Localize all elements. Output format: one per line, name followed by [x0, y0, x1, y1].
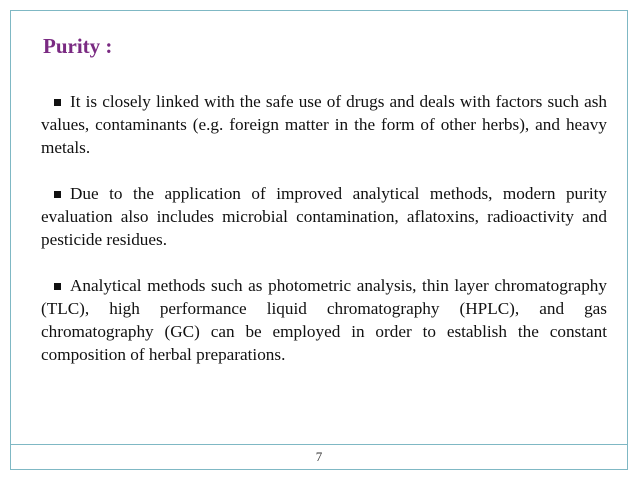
bullet-paragraph	[41, 182, 607, 251]
paragraph-text: Analytical methods such as photometric analysis, thin layer chromatography (TLC), high performance liquid chromatography (HPLC), and gas chromatography (GC) can be employed in order to establish the constant composition of herbal preparations.	[41, 276, 607, 364]
bullet-paragraph	[41, 274, 607, 366]
square-bullet-icon	[54, 99, 61, 106]
bullet-paragraph	[41, 90, 607, 159]
slide-content	[41, 90, 607, 366]
paragraph-text: Due to the application of improved analytical methods, modern purity evaluation also includes microbial contamination, aflatoxins, radioactivity and pesticide residues.	[41, 184, 607, 249]
square-bullet-icon	[54, 191, 61, 198]
square-bullet-icon	[54, 283, 61, 290]
page-number: 7	[315, 449, 323, 464]
slide-title: Purity :	[43, 34, 113, 58]
paragraph-text: It is closely linked with the safe use of drugs and deals with factors such ash values, contaminants (e.g. foreign matter in the form of other herbs), and heavy metals.	[41, 92, 607, 157]
